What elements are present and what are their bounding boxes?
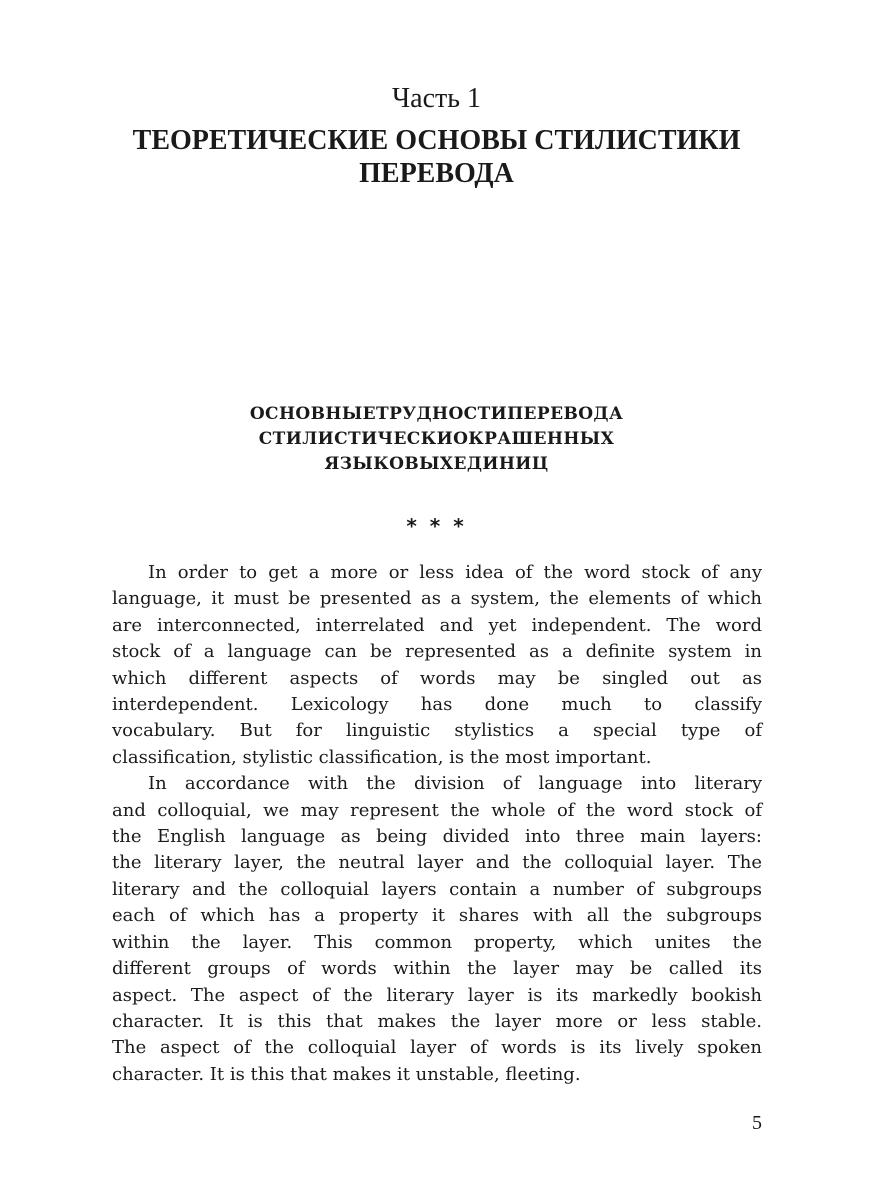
text-line: character. It is this that makes it unstable, fleeting. (112, 1063, 581, 1085)
text-line: the English language as being divided into three main layers: (112, 826, 762, 848)
text-line: within the layer. This common property, which unites the (112, 931, 762, 953)
section-title (150, 402, 723, 477)
section-title-line: ЯЗЫКОВЫХЕДИНИЦ (324, 454, 549, 474)
section-title-line: ОСНОВНЫЕТРУДНОСТИПЕРЕВОДА (249, 404, 624, 424)
part-title (100, 124, 773, 190)
section-separator: * * * (406, 514, 467, 538)
text-line: the literary layer, the neutral layer and the colloquial layer. The (112, 852, 762, 874)
text-line: different groups of words within the layer may be called its (112, 958, 762, 980)
paragraph (112, 560, 762, 771)
text-line: The aspect of the colloquial layer of words is its lively spoken (112, 1037, 762, 1059)
text-line: stock of a language can be represented as a definite system in (112, 641, 762, 663)
paragraph (112, 771, 762, 1088)
body-text (112, 560, 762, 1088)
part-title-line: ПЕРЕВОДА (359, 158, 514, 189)
text-line: and colloquial, we may represent the whole of the word stock of (112, 799, 762, 821)
text-line: aspect. The aspect of the literary layer is its markedly bookish (112, 984, 762, 1006)
text-line: vocabulary. But for linguistic stylistics a special type of (112, 720, 762, 742)
section-title-line: СТИЛИСТИЧЕСКИОКРАШЕННЫХ (258, 429, 615, 449)
page-number: 5 (752, 1112, 762, 1134)
text-line: classification, stylistic classification, is the most important. (112, 746, 652, 768)
part-label: Часть 1 (391, 83, 482, 114)
text-line: are interconnected, interrelated and yet independent. The word (112, 614, 762, 636)
text-line: interdependent. Lexicology has done much to classify (112, 694, 762, 716)
text-line: which different aspects of words may be singled out as (112, 667, 762, 689)
text-line: literary and the colloquial layers contain a number of subgroups (112, 878, 762, 900)
text-line: character. It is this that makes the layer more or less stable. (112, 1010, 762, 1032)
text-line: language, it must be presented as a system, the elements of which (112, 588, 762, 610)
text-line: each of which has a property it shares with all the subgroups (112, 905, 762, 927)
text-line: In accordance with the division of language into literary (148, 773, 762, 795)
text-line: In order to get a more or less idea of the word stock of any (148, 562, 762, 583)
part-title-line: ТЕОРЕТИЧЕСКИЕ ОСНОВЫ СТИЛИСТИКИ (132, 125, 741, 156)
